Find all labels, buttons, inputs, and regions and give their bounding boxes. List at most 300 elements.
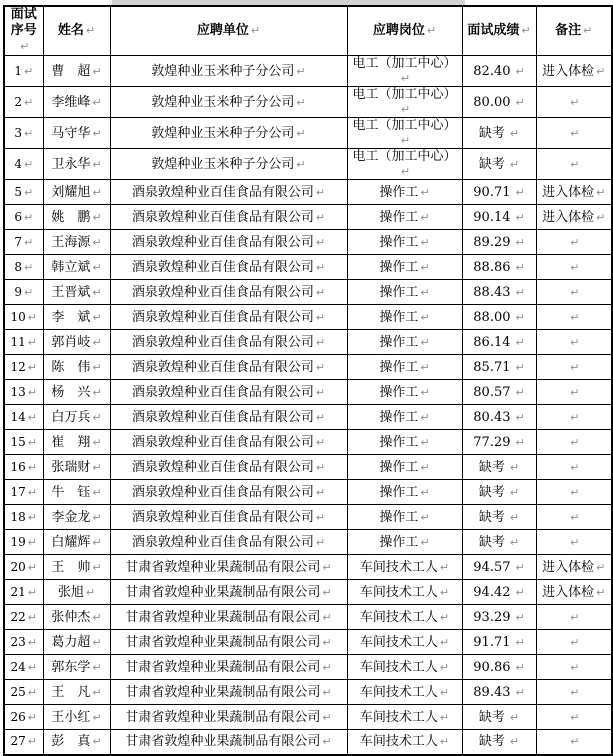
cell-score-text: 89.29 (473, 234, 511, 250)
cell-end-mark: ↵ (570, 360, 580, 374)
cell-seq-text: 4 (14, 156, 22, 171)
cell-name (43, 630, 110, 655)
cell-end-mark: ↵ (509, 535, 520, 549)
cell-unit (110, 280, 347, 305)
cell-end-mark: ↵ (23, 64, 34, 78)
cell-seq (4, 430, 43, 455)
cell-remark (536, 705, 612, 730)
cell-end-mark: ↵ (596, 585, 606, 599)
cell-end-mark: ↵ (322, 635, 332, 649)
header-seq-text: 面试序号 (10, 7, 37, 38)
cell-end-mark: ↵ (92, 510, 102, 524)
cell-unit-text: 酒泉敦煌种业百佳食品有限公司 (131, 259, 314, 275)
cell-end-mark: ↵ (20, 40, 30, 53)
cell-remark-text: 进入体检 (542, 63, 595, 79)
cell-name-text: 郭东学 (51, 659, 91, 675)
cell-end-mark: ↵ (439, 735, 450, 749)
cell-seq-text: 11 (10, 334, 26, 349)
cell-seq (4, 205, 43, 230)
cell-post-text: 操作工 (379, 359, 419, 375)
cell-end-mark: ↵ (92, 660, 102, 674)
table-row (4, 605, 612, 630)
cell-score (462, 455, 536, 480)
cell-unit (110, 305, 347, 330)
cell-post (347, 280, 462, 305)
table-row (4, 630, 612, 655)
cell-end-mark: ↵ (570, 460, 580, 474)
cell-unit-text: 酒泉敦煌种业百佳食品有限公司 (131, 434, 314, 450)
cell-seq-text: 17 (10, 484, 26, 499)
cell-name-text: 白耀辉 (51, 534, 91, 550)
cell-end-mark: ↵ (515, 610, 525, 624)
cell-unit (110, 505, 347, 530)
cell-seq-text: 6 (14, 209, 22, 224)
cell-score (462, 87, 536, 118)
cell-remark (536, 680, 612, 705)
cell-unit-text: 甘肃省敦煌种业果蔬制品有限公司 (125, 609, 321, 625)
cell-seq (4, 555, 43, 580)
cell-unit (110, 730, 347, 755)
cell-post (347, 330, 462, 355)
cell-end-mark: ↵ (515, 64, 525, 78)
cell-end-mark: ↵ (23, 210, 34, 224)
cell-end-mark: ↵ (92, 460, 102, 474)
cell-unit (110, 180, 347, 205)
table-row (4, 230, 612, 255)
cell-end-mark: ↵ (92, 560, 102, 574)
cell-seq-text: 7 (14, 234, 22, 249)
header-remark (536, 6, 612, 56)
cell-post (347, 118, 462, 149)
cell-end-mark: ↵ (439, 560, 450, 574)
cell-end-mark: ↵ (27, 460, 37, 474)
cell-score (462, 505, 536, 530)
cell-end-mark: ↵ (439, 685, 450, 699)
cell-seq-text: 8 (14, 259, 22, 274)
cell-remark (536, 255, 612, 280)
cell-seq (4, 280, 43, 305)
cell-unit (110, 680, 347, 705)
cell-post (347, 480, 462, 505)
cell-name-text: 彭 真 (51, 734, 91, 750)
cell-end-mark: ↵ (27, 435, 37, 449)
cell-end-mark: ↵ (570, 710, 580, 724)
table-row (4, 56, 612, 87)
cell-end-mark: ↵ (92, 610, 102, 624)
cell-end-mark: ↵ (27, 610, 37, 624)
header-remark-text: 备注 (555, 23, 582, 38)
cell-end-mark: ↵ (570, 510, 580, 524)
cell-remark (536, 230, 612, 255)
cell-end-mark: ↵ (315, 385, 326, 399)
cell-post (347, 87, 462, 118)
cell-remark (536, 555, 612, 580)
cell-seq (4, 505, 43, 530)
cell-seq-text: 21 (10, 584, 26, 599)
cell-post-text: 操作工 (379, 534, 419, 550)
cell-end-mark: ↵ (596, 210, 606, 224)
cell-end-mark: ↵ (27, 585, 37, 599)
cell-end-mark: ↵ (322, 685, 332, 699)
cell-unit-text: 酒泉敦煌种业百佳食品有限公司 (131, 184, 314, 200)
cell-remark (536, 56, 612, 87)
cell-unit (110, 149, 347, 180)
cell-end-mark: ↵ (27, 310, 37, 324)
cell-score-text: 80.57 (473, 384, 511, 400)
cell-score-text: 缺考 (478, 534, 505, 550)
cell-name (43, 255, 110, 280)
cell-end-mark: ↵ (515, 635, 525, 649)
cell-end-mark: ↵ (515, 410, 525, 424)
cell-post (347, 180, 462, 205)
cell-end-mark: ↵ (420, 510, 430, 524)
cell-name-text: 王小红 (51, 709, 91, 725)
cell-remark (536, 455, 612, 480)
cell-end-mark: ↵ (27, 485, 37, 499)
cell-end-mark: ↵ (570, 660, 580, 674)
table-header-row (4, 6, 612, 56)
cell-unit (110, 430, 347, 455)
cell-end-mark: ↵ (92, 710, 102, 724)
cell-name-text: 李维峰 (51, 94, 91, 110)
cell-remark (536, 730, 612, 755)
cell-name (43, 505, 110, 530)
cell-score (462, 205, 536, 230)
cell-name-text: 马守华 (51, 125, 91, 141)
cell-post (347, 530, 462, 555)
table-row (4, 330, 612, 355)
cell-post (347, 305, 462, 330)
cell-end-mark: ↵ (515, 335, 525, 349)
cell-unit (110, 555, 347, 580)
cell-post-text: 操作工 (379, 184, 419, 200)
cell-seq (4, 480, 43, 505)
cell-end-mark: ↵ (515, 185, 525, 199)
cell-end-mark: ↵ (315, 510, 326, 524)
table-row (4, 380, 612, 405)
cell-seq (4, 149, 43, 180)
cell-name (43, 530, 110, 555)
cell-end-mark: ↵ (92, 210, 102, 224)
cell-seq (4, 230, 43, 255)
cell-post (347, 705, 462, 730)
cell-name-text: 葛力超 (51, 634, 91, 650)
cell-remark (536, 430, 612, 455)
cell-score (462, 705, 536, 730)
table-row (4, 680, 612, 705)
cell-seq-text: 22 (10, 609, 26, 624)
cell-end-mark: ↵ (322, 710, 332, 724)
cell-name-text: 韩立斌 (51, 259, 91, 275)
cell-seq-text: 25 (10, 684, 26, 699)
cell-post (347, 630, 462, 655)
cell-end-mark: ↵ (570, 435, 580, 449)
cell-post (347, 505, 462, 530)
cell-name-text: 卫永华 (51, 156, 91, 172)
cell-score (462, 230, 536, 255)
cell-end-mark: ↵ (92, 185, 102, 199)
cell-end-mark: ↵ (315, 260, 326, 274)
cell-end-mark: ↵ (315, 460, 326, 474)
cell-seq-text: 2 (14, 94, 22, 109)
cell-score (462, 305, 536, 330)
table-row (4, 205, 612, 230)
cell-end-mark: ↵ (515, 235, 525, 249)
cell-end-mark: ↵ (509, 735, 520, 749)
cell-score (462, 355, 536, 380)
cell-seq (4, 118, 43, 149)
cell-name-text: 杨 兴 (51, 384, 91, 400)
cell-post-text: 电工（加工中心） (352, 87, 457, 102)
cell-seq-text: 14 (10, 409, 26, 424)
cell-score-text: 94.42 (473, 584, 511, 600)
table-row (4, 255, 612, 280)
cell-end-mark: ↵ (515, 435, 525, 449)
cell-unit-text: 酒泉敦煌种业百佳食品有限公司 (131, 309, 314, 325)
cell-score (462, 330, 536, 355)
cell-seq-text: 1 (14, 63, 22, 78)
cell-seq (4, 680, 43, 705)
cell-name (43, 455, 110, 480)
cell-score-text: 91.71 (473, 634, 511, 650)
cell-name (43, 655, 110, 680)
cell-end-mark: ↵ (27, 360, 37, 374)
cell-remark (536, 530, 612, 555)
cell-end-mark: ↵ (515, 210, 525, 224)
header-seq (4, 6, 43, 56)
cell-unit-text: 酒泉敦煌种业百佳食品有限公司 (131, 334, 314, 350)
cell-score-text: 80.00 (473, 94, 511, 110)
cell-unit (110, 630, 347, 655)
cell-end-mark: ↵ (92, 64, 102, 78)
cell-seq (4, 255, 43, 280)
cell-unit-text: 甘肃省敦煌种业果蔬制品有限公司 (125, 734, 321, 750)
cell-name (43, 149, 110, 180)
cell-score (462, 555, 536, 580)
cell-remark (536, 149, 612, 180)
cell-end-mark: ↵ (515, 360, 525, 374)
cell-post-text: 操作工 (379, 484, 419, 500)
cell-end-mark: ↵ (23, 185, 34, 199)
interview-results-table (3, 5, 613, 756)
cell-end-mark: ↵ (27, 660, 37, 674)
table-row (4, 505, 612, 530)
cell-end-mark: ↵ (596, 185, 606, 199)
cell-end-mark: ↵ (439, 610, 450, 624)
cell-name (43, 480, 110, 505)
cell-end-mark: ↵ (420, 435, 430, 449)
cell-name-text: 李 斌 (51, 309, 91, 325)
cell-unit (110, 230, 347, 255)
cell-unit-text: 酒泉敦煌种业百佳食品有限公司 (131, 209, 314, 225)
cell-seq-text: 10 (10, 309, 26, 324)
cell-end-mark: ↵ (515, 385, 525, 399)
cell-seq (4, 87, 43, 118)
cell-seq-text: 20 (10, 559, 26, 574)
cell-seq-text: 19 (10, 534, 26, 549)
cell-end-mark: ↵ (92, 685, 102, 699)
cell-name-text: 张旭 (57, 584, 84, 600)
cell-score-text: 88.43 (473, 284, 511, 300)
cell-name-text: 王 凡 (51, 684, 91, 700)
cell-post-text: 车间技术工人 (359, 559, 438, 575)
cell-end-mark: ↵ (570, 95, 580, 109)
cell-post-text: 操作工 (379, 234, 419, 250)
cell-name (43, 705, 110, 730)
cell-unit-text: 敦煌种业玉米种子分公司 (151, 63, 295, 79)
cell-post-text: 车间技术工人 (359, 584, 438, 600)
cell-name-text: 牛 钰 (51, 484, 91, 500)
cell-remark-text: 进入体检 (542, 584, 595, 600)
header-post-text: 应聘岗位 (372, 23, 425, 38)
cell-unit-text: 酒泉敦煌种业百佳食品有限公司 (131, 284, 314, 300)
cell-seq (4, 655, 43, 680)
cell-seq-text: 23 (10, 634, 26, 649)
cell-unit (110, 405, 347, 430)
cell-end-mark: ↵ (23, 285, 34, 299)
cell-name (43, 380, 110, 405)
table-row (4, 149, 612, 180)
cell-end-mark: ↵ (420, 260, 430, 274)
cell-end-mark: ↵ (515, 685, 525, 699)
cell-unit-text: 酒泉敦煌种业百佳食品有限公司 (131, 409, 314, 425)
cell-post-text: 操作工 (379, 334, 419, 350)
cell-remark (536, 355, 612, 380)
cell-unit-text: 酒泉敦煌种业百佳食品有限公司 (131, 484, 314, 500)
cell-name-text: 陈 伟 (51, 359, 91, 375)
header-name (43, 6, 110, 56)
cell-score-text: 82.40 (473, 63, 511, 79)
cell-unit (110, 330, 347, 355)
cell-end-mark: ↵ (583, 24, 593, 37)
cell-name (43, 87, 110, 118)
cell-score-text: 缺考 (478, 459, 505, 475)
cell-end-mark: ↵ (570, 410, 580, 424)
cell-post-text: 电工（加工中心） (352, 118, 457, 133)
cell-name (43, 305, 110, 330)
cell-end-mark: ↵ (509, 460, 520, 474)
table-row (4, 355, 612, 380)
cell-name-text: 崔 翔 (51, 434, 91, 450)
cell-unit-text: 甘肃省敦煌种业果蔬制品有限公司 (125, 559, 321, 575)
header-name-text: 姓名 (57, 23, 84, 38)
cell-name (43, 730, 110, 755)
cell-seq (4, 380, 43, 405)
cell-remark (536, 405, 612, 430)
cell-post-text: 电工（加工中心） (352, 149, 457, 164)
cell-post-text: 车间技术工人 (359, 734, 438, 750)
cell-seq (4, 605, 43, 630)
cell-remark (536, 87, 612, 118)
cell-score-text: 88.00 (473, 309, 511, 325)
cell-end-mark: ↵ (420, 335, 430, 349)
cell-end-mark: ↵ (315, 535, 326, 549)
cell-remark (536, 118, 612, 149)
cell-seq (4, 305, 43, 330)
cell-post (347, 455, 462, 480)
cell-remark (536, 655, 612, 680)
cell-score-text: 缺考 (478, 709, 505, 725)
cell-score (462, 480, 536, 505)
cell-end-mark: ↵ (596, 64, 606, 78)
cell-remark (536, 305, 612, 330)
cell-end-mark: ↵ (27, 685, 37, 699)
cell-score-text: 85.71 (473, 359, 511, 375)
cell-end-mark: ↵ (515, 285, 525, 299)
cell-end-mark: ↵ (515, 585, 525, 599)
cell-end-mark: ↵ (92, 435, 102, 449)
cell-end-mark: ↵ (439, 710, 450, 724)
cell-seq (4, 705, 43, 730)
cell-score-text: 90.86 (473, 659, 511, 675)
table-row (4, 280, 612, 305)
cell-end-mark: ↵ (420, 285, 430, 299)
cell-score-text: 86.14 (473, 334, 511, 350)
cell-score-text: 93.29 (473, 609, 511, 625)
cell-name-text: 张仲杰 (51, 609, 91, 625)
cell-post-text: 车间技术工人 (359, 684, 438, 700)
cell-unit (110, 530, 347, 555)
cell-remark (536, 380, 612, 405)
cell-unit-text: 甘肃省敦煌种业果蔬制品有限公司 (125, 709, 321, 725)
cell-score (462, 530, 536, 555)
table-row (4, 730, 612, 755)
cell-name-text: 姚 鹏 (51, 209, 91, 225)
cell-end-mark: ↵ (92, 335, 102, 349)
cell-remark (536, 280, 612, 305)
cell-end-mark: ↵ (420, 410, 430, 424)
cell-score-text: 缺考 (478, 125, 505, 141)
cell-score (462, 405, 536, 430)
cell-end-mark: ↵ (92, 95, 102, 109)
cell-end-mark: ↵ (570, 485, 580, 499)
cell-end-mark: ↵ (315, 185, 326, 199)
cell-end-mark: ↵ (23, 95, 34, 109)
cell-unit (110, 255, 347, 280)
cell-post (347, 580, 462, 605)
cell-post-text: 操作工 (379, 509, 419, 525)
cell-post (347, 555, 462, 580)
cell-score-text: 90.14 (473, 209, 511, 225)
cell-remark (536, 180, 612, 205)
header-score (462, 6, 536, 56)
cell-end-mark: ↵ (315, 310, 326, 324)
cell-end-mark: ↵ (92, 360, 102, 374)
cell-end-mark: ↵ (27, 385, 37, 399)
cell-seq-text: 16 (10, 459, 26, 474)
cell-post-text: 操作工 (379, 384, 419, 400)
cell-seq-text: 9 (14, 284, 22, 299)
cell-unit (110, 56, 347, 87)
cell-end-mark: ↵ (92, 410, 102, 424)
cell-end-mark: ↵ (509, 510, 520, 524)
cell-post (347, 255, 462, 280)
cell-seq-text: 18 (10, 509, 26, 524)
cell-end-mark: ↵ (420, 485, 430, 499)
cell-end-mark: ↵ (509, 710, 520, 724)
table-row (4, 580, 612, 605)
cell-post (347, 655, 462, 680)
cell-end-mark: ↵ (426, 24, 437, 37)
cell-end-mark: ↵ (315, 410, 326, 424)
cell-score (462, 730, 536, 755)
cell-seq-text: 24 (10, 659, 26, 674)
cell-name-text: 白万兵 (51, 409, 91, 425)
cell-end-mark: ↵ (92, 485, 102, 499)
cell-remark (536, 505, 612, 530)
cell-score (462, 680, 536, 705)
cell-post-text: 车间技术工人 (359, 634, 438, 650)
